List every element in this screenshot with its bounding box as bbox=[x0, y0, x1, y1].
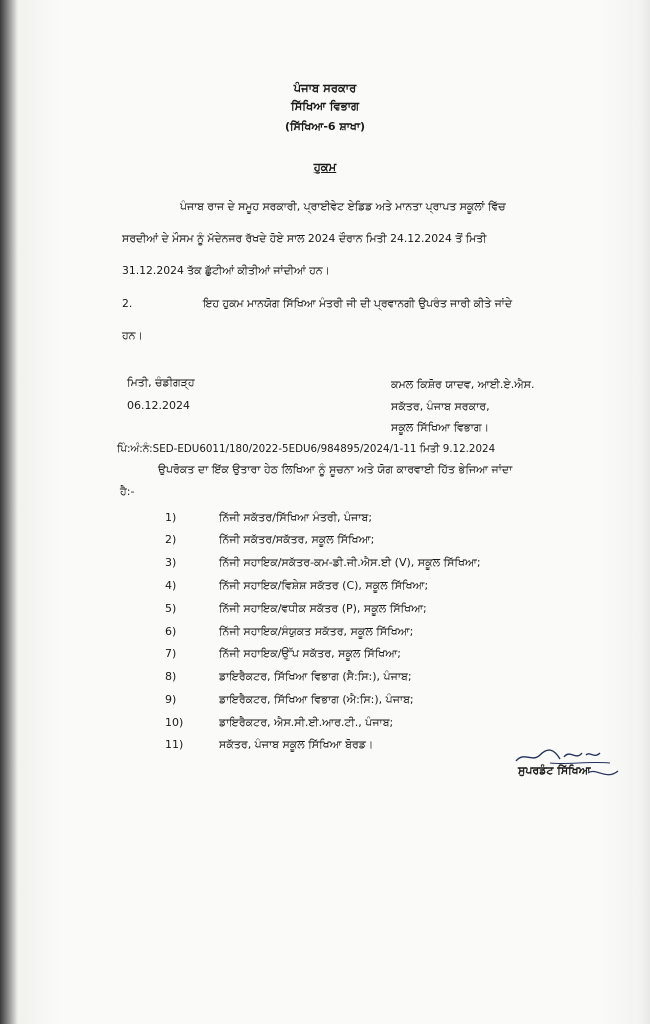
recipient-number: 4) bbox=[165, 579, 177, 592]
order-para2-line2: ਹਨ। bbox=[122, 329, 143, 342]
header-department: ਸਿੱਖਿਆ ਵਿਭਾਗ bbox=[290, 99, 360, 113]
recipient-text: ਨਿੱਜੀ ਸਕੱਤਰ/ਸਿੱਖਿਆ ਮੰਤਰੀ, ਪੰਜਾਬ; bbox=[219, 511, 373, 524]
signatory-name: ਕਮਲ ਕਿਸ਼ੋਰ ਯਾਦਵ, ਆਈ.ਏ.ਐਸ. bbox=[391, 378, 535, 391]
recipient-text: ਸਕੱਤਰ, ਪੰਜਾਬ ਸਕੂਲ ਸਿੱਖਿਆ ਬੋਰਡ। bbox=[219, 738, 374, 751]
order-date: 06.12.2024 bbox=[127, 399, 190, 412]
order-para1-line3: 31.12.2024 ਤੱਕ ਛੁੱਟੀਆਂ ਕੀਤੀਆਂ ਜਾਂਦੀਆਂ ਹਨ। bbox=[122, 264, 330, 277]
recipient-text: ਨਿੱਜੀ ਸਕੱਤਰ/ਸਕੱਤਰ, ਸਕੂਲ ਸਿੱਖਿਆ; bbox=[219, 533, 375, 546]
recipient-text: ਨਿੱਜੀ ਸਹਾਇਕ/ਵਿਸ਼ੇਸ਼ ਸਕੱਤਰ (C), ਸਕੂਲ ਸਿੱਖਿਆ; bbox=[219, 579, 429, 592]
superintendent-stamp: ਸੁਪਰਡੰਟ ਸਿੱਖਿਆ bbox=[518, 764, 591, 777]
recipient-text: ਨਿੱਜੀ ਸਹਾਇਕ/ਸਕੱਤਰ-ਕਮ-ਡੀ.ਜੀ.ਐਸ.ਈ (V), ਸਕੂਲ ਸਿੱਖਿਆ; bbox=[219, 556, 481, 569]
document-title bbox=[0, 160, 650, 174]
endorsement-copy-line2: ਹੈ:- bbox=[120, 485, 135, 498]
place-label: ਮਿਤੀ, ਚੰਡੀਗੜ੍ਹ bbox=[127, 376, 195, 389]
recipient-number: 5) bbox=[165, 602, 177, 615]
recipient-text: ਡਾਇਰੈਕਟਰ, ਸਿੱਖਿਆ ਵਿਭਾਗ (ਐ:ਸਿ:), ਪੰਜਾਬ; bbox=[219, 693, 414, 706]
signatory-department: ਸਕੂਲ ਸਿੱਖਿਆ ਵਿਭਾਗ। bbox=[391, 421, 489, 434]
recipient-number: 1) bbox=[165, 511, 177, 524]
header-branch: (ਸਿੱਖਿਆ-6 ਸ਼ਾਖਾ) bbox=[284, 120, 366, 133]
recipient-number: 9) bbox=[165, 693, 177, 706]
recipient-text: ਨਿੱਜੀ ਸਹਾਇਕ/ਉੱਪ ਸਕੱਤਰ, ਸਕੂਲ ਸਿੱਖਿਆ; bbox=[219, 647, 401, 660]
recipient-number: 10) bbox=[165, 716, 184, 729]
order-para2-line1: ਇਹ ਹੁਕਮ ਮਾਨਯੋਗ ਸਿੱਖਿਆ ਮੰਤਰੀ ਜੀ ਦੀ ਪ੍ਰਵਾਨਗੀ ਉਪਰੰਤ ਜਾਰੀ ਕੀਤੇ ਜਾਂਦੇ bbox=[203, 297, 512, 310]
recipient-text: ਡਾਇਰੈਕਟਰ, ਸਿੱਖਿਆ ਵਿਭਾਗ (ਸੈ:ਸਿ:), ਪੰਜਾਬ; bbox=[219, 670, 412, 683]
recipient-text: ਨਿੱਜੀ ਸਹਾਇਕ/ਸੰਯੁਕਤ ਸਕੱਤਰ, ਸਕੂਲ ਸਿੱਖਿਆ; bbox=[219, 625, 414, 638]
recipient-number: 3) bbox=[165, 556, 177, 569]
recipient-number: 7) bbox=[165, 647, 177, 660]
recipient-number: 2) bbox=[165, 533, 177, 546]
recipient-text: ਡਾਇਰੈਕਟਰ, ਐਸ.ਸੀ.ਈ.ਆਰ.ਟੀ., ਪੰਜਾਬ; bbox=[219, 716, 394, 729]
order-para1-line1: ਪੰਜਾਬ ਰਾਜ ਦੇ ਸਮੂਹ ਸਰਕਾਰੀ, ਪ੍ਰਾਈਵੇਟ ਏਡਿਡ ਅਤੇ ਮਾਨਤਾ ਪ੍ਰਾਪਤ ਸਕੂਲਾਂ ਵਿੱਚ bbox=[180, 200, 506, 213]
header-government: ਪੰਜਾਬ ਸਰਕਾਰ bbox=[293, 81, 357, 95]
recipient-text: ਨਿੱਜੀ ਸਹਾਇਕ/ਵਧੀਕ ਸਕੱਤਰ (P), ਸਕੂਲ ਸਿੱਖਿਆ; bbox=[219, 602, 427, 615]
order-para1-line2: ਸਰਦੀਆਂ ਦੇ ਮੌਸਮ ਨੂੰ ਮੱਦੇਨਜਰ ਰੱਖਦੇ ਹੋਏ ਸਾਲ 2024 ਦੌਰਾਨ ਮਿਤੀ 24.12.2024 ਤੋਂ ਮਿਤੀ bbox=[122, 232, 487, 245]
recipient-number: 8) bbox=[165, 670, 177, 683]
recipient-number: 6) bbox=[165, 625, 177, 638]
recipient-number: 11) bbox=[165, 738, 184, 751]
endorsement-copy-line1: ਉਪਰੋਕਤ ਦਾ ਇੱਕ ਉਤਾਰਾ ਹੇਠ ਲਿਖਿਆ ਨੂੰ ਸੂਚਨਾ ਅਤੇ ਯੋਗ ਕਾਰਵਾਈ ਹਿੱਤ ਭੇਜਿਆ ਜਾਂਦਾ bbox=[158, 463, 513, 476]
endorsement-reference: ਪਿੰ:ਅੰ:ਨੰ:SED-EDU6011/180/2022-5EDU6/984895/2024/1-11 ਮਿਤੀ 9.12.2024 bbox=[117, 443, 496, 455]
signatory-designation: ਸਕੱਤਰ, ਪੰਜਾਬ ਸਰਕਾਰ, bbox=[391, 400, 490, 413]
order-para2-number: 2. bbox=[122, 297, 133, 310]
document-title-text: ਹੁਕਮ bbox=[313, 160, 337, 174]
